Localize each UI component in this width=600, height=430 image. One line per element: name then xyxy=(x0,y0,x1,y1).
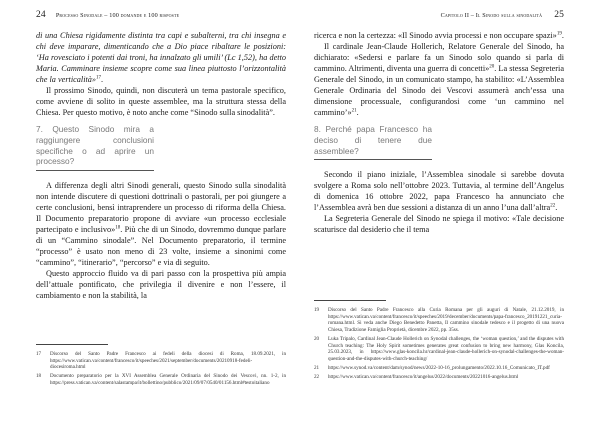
running-head xyxy=(36,10,286,24)
footnote-rule xyxy=(36,344,108,345)
footnotes xyxy=(36,344,286,389)
paragraph: ricerca e non la certezza: «Il Sinodo avvia processi e non occupare spazi»$^{19}$. xyxy=(314,31,564,40)
running-head-title: Processo Sinodale – 100 domande e 100 risposte xyxy=(55,12,180,19)
paragraph: A differenza degli altri Sinodi generali, questo Sinodo sulla sinodalità non intende discutere di questioni dottrinali o pastorali, per poi giungere a certe conclusioni, bensì intraprendere un processo di riforma della Chiesa. Il Documento preparatorio propone di avviare «un processo ecclesiale partecipato e inclusivo»$^{18}$. Più che di un Sinodo, dovremmo dunque parlare di un “Cammino sinodale”. Nel Documento preparatorio, il termine “processo” è usato non meno di 23 volte, insieme a sinonimi come “cammino”, “itinerario”, “percorso” e via di seguito. xyxy=(36,180,286,268)
running-head-title: Capitolo II – Il Sinodo sulla sinodalità xyxy=(440,12,543,19)
page-number: 24 xyxy=(36,10,46,20)
paragraph: Il prossimo Sinodo, quindi, non discuterà un tema pastorale specifico, come avviene di solito in queste assemblee, ma la struttura stessa della Chiesa. Per questo motivo, è noto anche come “Sinodo sulla sinodalità”. xyxy=(36,86,286,118)
question-heading: 8. Perché papa Francesco ha deciso di tenere due assemblee? xyxy=(314,124,432,160)
footnote: 17 Discorso del Santo Padre Francesco ai fedeli della diocesi di Roma, 18.09.2021, in https://www.vatican.va/content/francesco/it/speeches/2021/september/documents/20210918-fedeli-diocesiroma.html xyxy=(36,351,286,371)
body-text xyxy=(36,30,286,301)
page-number: 25 xyxy=(554,10,564,20)
paragraph: di una Chiesa rigidamente distinta tra capi e subalterni, tra chi insegna e chi deve imparare, dimenticando che a Dio piace ribaltare le posizioni: ‘Ha rovesciato i potenti dai troni, ha innalzato gli umili’ (Lc 1,52), ha detto Maria. Camminare insieme scopre come sua linea piuttosto l’orizzontalità che la verticalità»$^{17}$. xyxy=(36,31,286,85)
footnote: 20 Luka Tripalo, Cardinal Jean-Claude Hollerich on Synodal challenges, the ‘woman question,’ and the disputes with Church teaching: The Holy Spirit sometimes generates great confusion to bring new harmony, Glas Koncila, 25.03.2023, in https://www.glas-koncila.hr/cardinal-jean-claude-hollerich-on-synodal-challenges-the-woman-question-and-the-disputes-with-church-teaching/ xyxy=(314,335,564,362)
footnotes xyxy=(314,300,564,383)
footnote: 21 https://www.synod.va/content/dam/synod/news/2022-10-16_prolungamento/2022.10.16_Comunicato_IT.pdf xyxy=(314,364,550,371)
paragraph: Il cardinale Jean-Claude Hollerich, Relatore Generale del Sinodo, ha dichiarato: «Sedersi e parlare fa un Sinodo solo quando si parla di cammino. Altrimenti, diventa una guerra di concetti»$^{20}$. La stessa Segreteria Generale del Sinodo, in un comunicato stampo, ha stabilito: «L’Assemblea Generale Ordinaria del Sinodo dei Vescovi assumerà anch’essa una dimensione processuale, configurandosi come ‘un cammino nel cammino’»$^{21}$. xyxy=(314,42,564,118)
paragraph: Questo approccio fluido va di pari passo con la prospettiva più ampia dell’attuale pontificato, che privilegia il divenire e non l’essere, il cambiamento e non la stabilità, la xyxy=(36,269,286,301)
paragraph: Secondo il piano iniziale, l’Assemblea sinodale si sarebbe dovuta svolgere a Roma solo nell’ottobre 2023. Tuttavia, al termine dell’Angelus di domenica 16 ottobre 2022, papa Francesco ha annunciato che l’Assemblea avrà ben due sessioni a distanza di un anno l’una dall’altra$^{22}$. xyxy=(314,170,564,213)
question-heading: 7. Questo Sinodo mira a raggiungere conclusioni specifiche o ad aprire un processo? xyxy=(36,124,154,170)
right-page xyxy=(300,0,600,430)
body-text xyxy=(314,30,564,235)
running-head xyxy=(314,10,564,24)
footnote-rule xyxy=(314,300,386,301)
paragraph: La Segreteria Generale del Sinodo ne spiega il motivo: «Tale decisione scaturisce dal desiderio che il tema xyxy=(314,214,564,235)
footnote: 19 Discorso del Santo Padre Francesco alla Curia Romana per gli auguri di Natale, 21.12.2019, in https://www.vatican.va/content/francesco/it/speeches/2019/december/documents/papa-francesco_20191221_curia-romana.html. Si veda anche Diego Benedetto Panetta, Il cammino sinodale tedesco e il progetto di una nuova Chiesa, Tradizione Famiglia Proprietà, dicembre 2022, pp. 35ss. xyxy=(314,307,564,333)
footnote: 18 Documento preparatorio per la XVI Assemblea Generale Ordinaria del Sinodo dei Vescovi, nn. 1-2, in https://press.vatican.va/content/salastampa/it/bollettino/pubblico/2021/09/07/0540/01156.html#testoitaliano xyxy=(36,373,286,386)
footnote: 22 https://www.vatican.va/content/francesco/it/angelus/2022/documents/20221016-angelus.html xyxy=(314,374,519,381)
